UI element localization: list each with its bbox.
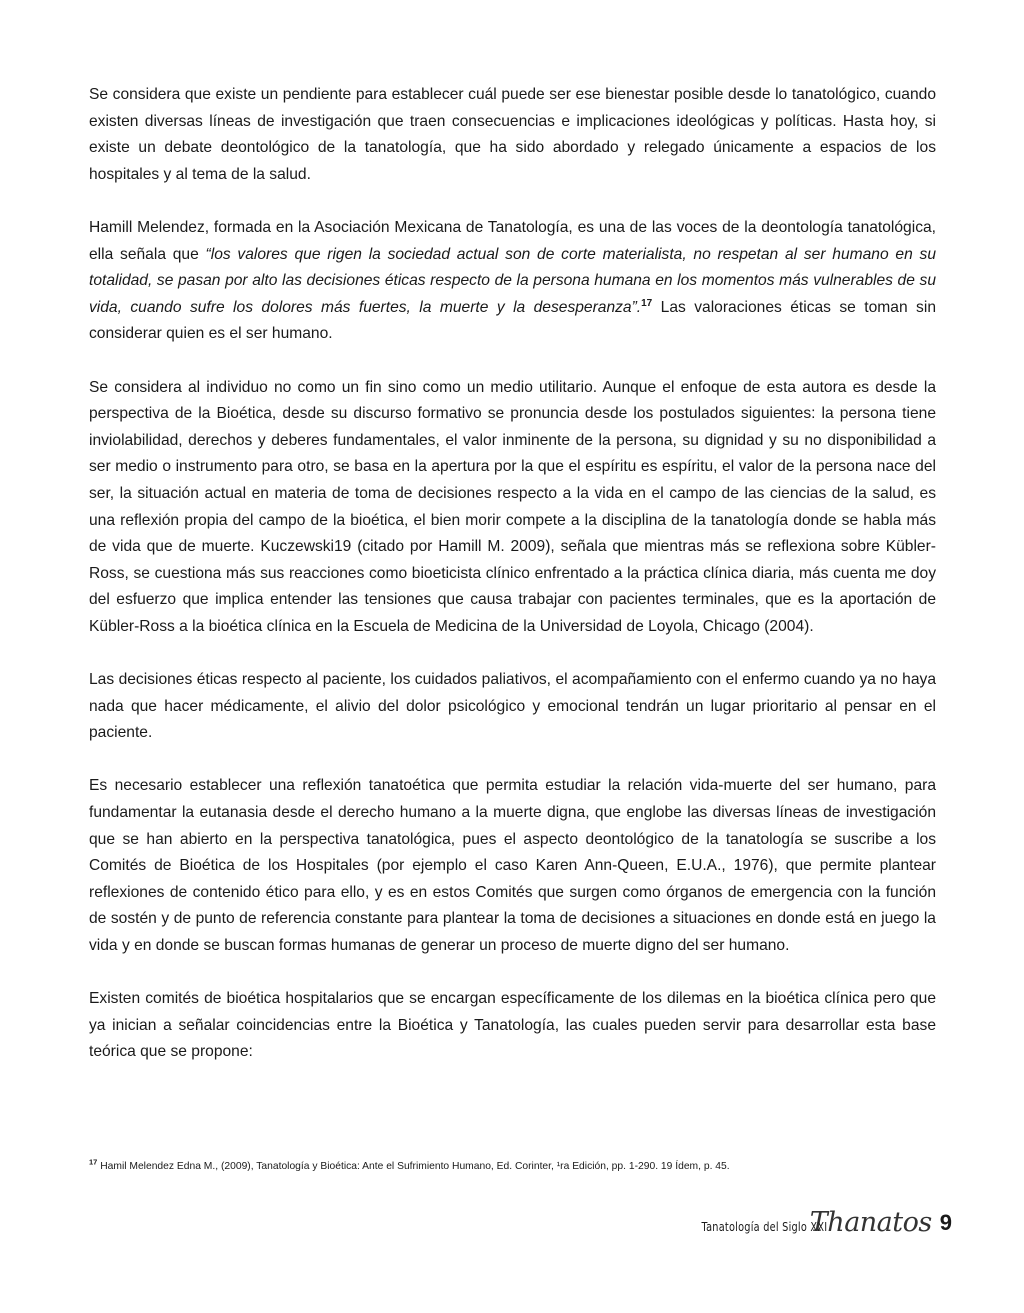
footnote-text: Hamil Melendez Edna M., (2009), Tanatología y Bioética: Ante el Sufrimiento Humano, Ed. Corinter, ¹ra Edición, pp. 1-290. 19 Ídem, p. 45. — [97, 1161, 730, 1172]
page-number: 9 — [939, 1210, 952, 1235]
paragraph-1: Se considera que existe un pendiente para establecer cuál puede ser ese bienestar posible desde lo tanatológico, cuando existen diversas líneas de investigación que traen consecuencias e implicaciones ideológicas y políticas. Hasta hoy, si existe un debate deontológico de la tanatología, que ha sido abordado y relegado únicamente a espacios de los hospitales y al tema de la salud. — [89, 86, 936, 183]
thanatos-logo: Thanatos — [809, 1207, 932, 1238]
footer-series-title: Tanatología del Siglo XXI — [701, 1219, 828, 1234]
paragraph-2-rest: Las valoraciones éticas se toman sin considerar quien es el ser humano. — [89, 298, 936, 343]
paragraph-6: Existen comités de bioética hospitalarios que se encargan específicamente de los dilemas en la bioética clínica pero que ya inician a señalar coincidencias entre la Bioética y Tanatología, las cuales pueden servir para desarrollar esta base teórica que se propone: — [89, 990, 936, 1061]
paragraph-3: Se considera al individuo no como un fin sino como un medio utilitario. Aunque el enfoque de esta autora es desde la perspectiva de la Bioética, desde su discurso formativo se pronuncia desde los postulados siguientes: la persona tiene inviolabilidad, derechos y deberes fundamentales, el valor inminente de la persona, su dignidad y su no disponibilidad a ser medio o instrumento para otro, se basa en la apertura por la que el espíritu es espíritu, el valor de la persona nace del ser, la situación actual en materia de toma de decisiones respecto a la vida en el campo de las ciencias de la salud, es una reflexión propia del campo de la bioética, el bien morir compete a la disciplina de la tanatología donde se habla más de vida que de muerte. Kuczewski19 (citado por Hamill M. 2009), señala que mientras más se reflexiona sobre Kübler-Ross, se cuestiona más sus reacciones como bioeticista clínico enfrentado a la práctica clínica diaria, más cuenta me doy del esfuerzo que implica entender las tensiones que causa trabajar con pacientes terminales, que es la aportación de Kübler-Ross a la bioética clínica en la Escuela de Medicina de la Universidad de Loyola, Chicago (2004). — [89, 378, 936, 635]
paragraph-2 — [89, 215, 936, 348]
footnote-mark: 17 — [89, 1157, 98, 1167]
footnote-reference-17[interactable]: 17 — [641, 297, 653, 309]
hamill-quote: “los valores que rigen la sociedad actual son de corte materialista, no respetan al ser humano en su totalidad, se pasan por alto las decisiones éticas respecto de la persona humana en los momentos más vulnerables de su vida, cuando sufre los dolores más fuertes, la muerte y la desesperanza”. — [89, 245, 936, 316]
page-footer — [666, 1200, 952, 1240]
paragraph-4: Las decisiones éticas respecto al paciente, los cuidados paliativos, el acompañamiento con el enfermo cuando ya no haya nada que hacer médicamente, el alivio del dolor psicológico y emocional tendrán un lugar prioritario al pensar en el paciente. — [89, 671, 936, 742]
footnote — [89, 1157, 949, 1174]
paragraph-2-intro: Hamill Melendez, formada en la Asociación Mexicana de Tanatología, es una de las voces de la deontología tanatológica, ella señala que — [89, 218, 936, 263]
paragraph-5: Es necesario establecer una reflexión tanatoética que permita estudiar la relación vida-muerte del ser humano, para fundamentar la eutanasia desde el derecho humano a la muerte digna, que englobe las diversas líneas de investigación que se han abierto en la perspectiva tanatológica, pues el aspecto deontológico de la tanatología se suscribe a los Comités de Bioética de los Hospitales (por ejemplo el caso Karen Ann-Queen, E.U.A., 1976), que permite plantear reflexiones de contenido ético para ello, y es en estos Comités que surgen como órganos de emergencia con la función de sostén y de punto de referencia constante para plantear la toma de decisiones a situaciones en donde está en juego la vida y en donde se buscan formas humanas de generar un proceso de muerte digno del ser humano. — [89, 777, 936, 954]
document-body — [89, 82, 936, 1093]
